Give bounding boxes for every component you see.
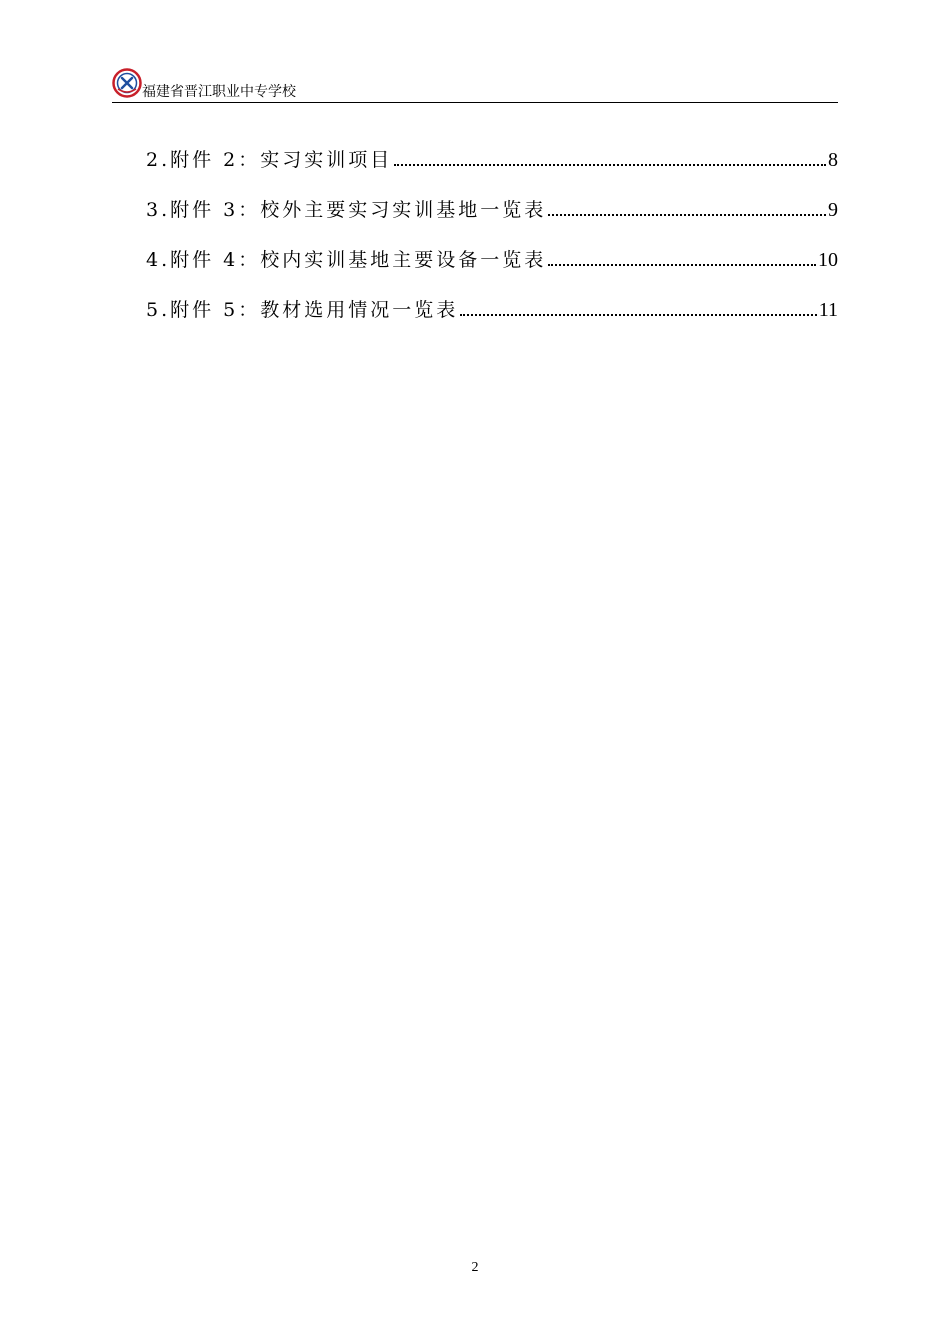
toc-entry-page: 8 — [828, 149, 838, 171]
toc-entry-attachment-2[interactable] — [146, 122, 838, 172]
toc-entry-label: 2.附件 2：实习实训项目 — [146, 149, 393, 171]
toc-leader-dots — [548, 264, 816, 266]
toc-leader-dots — [548, 214, 826, 216]
school-name: 福建省晋江职业中专学校 — [142, 84, 296, 100]
toc-entry-attachment-4[interactable] — [146, 222, 838, 272]
toc-leader-dots — [394, 164, 826, 166]
toc-leader-dots — [460, 314, 816, 316]
toc-entry-page: 11 — [818, 299, 838, 321]
toc-entry-attachment-3[interactable] — [146, 172, 838, 222]
toc-entry-page: 9 — [828, 199, 838, 221]
table-of-contents — [146, 122, 838, 322]
toc-entry-label: 5.附件 5：教材选用情况一览表 — [146, 299, 459, 321]
school-logo-icon — [112, 68, 142, 98]
toc-entry-attachment-5[interactable] — [146, 272, 838, 322]
page-header — [112, 66, 838, 103]
page-number: 2 — [471, 1260, 479, 1275]
toc-entry-label: 3.附件 3：校外主要实习实训基地一览表 — [146, 199, 547, 221]
toc-entry-page: 10 — [818, 249, 838, 271]
toc-entry-label: 4.附件 4：校内实训基地主要设备一览表 — [146, 249, 547, 271]
